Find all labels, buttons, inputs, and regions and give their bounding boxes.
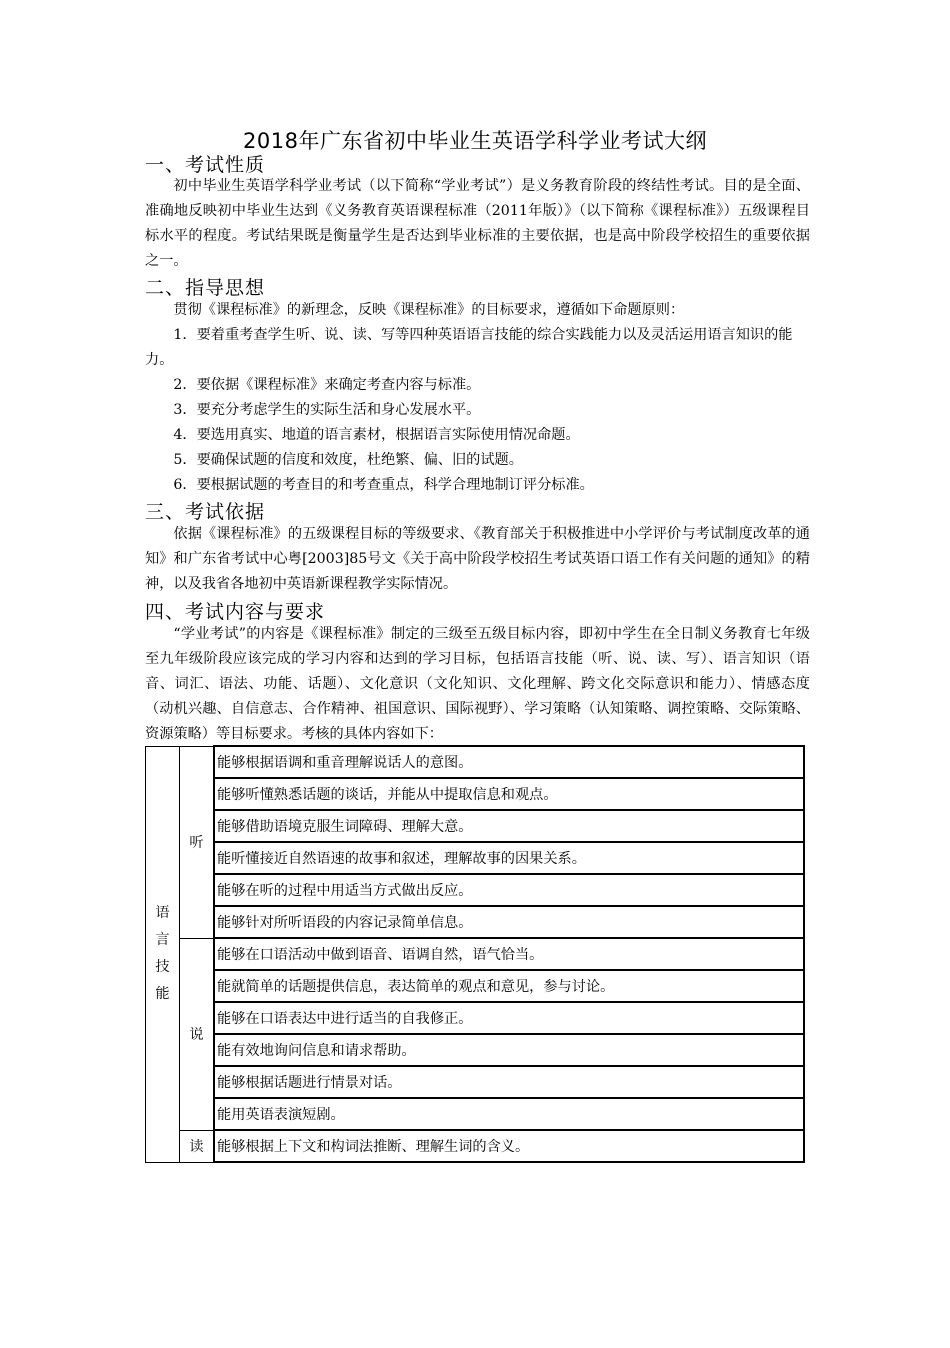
principle-item-3: 3．要充分考虑学生的实际生活和身心发展水平。 bbox=[173, 402, 481, 418]
category-char: 技 bbox=[155, 959, 170, 975]
skill-cell-listening: 听 bbox=[180, 746, 215, 938]
table-row bbox=[146, 746, 805, 778]
table-cell: 能够借助语境克服生词障碍、理解大意。 bbox=[214, 810, 804, 842]
skill-cell-speaking: 说 bbox=[180, 938, 215, 1130]
principle-item-6: 6．要根据试题的考查目的和考查重点，科学合理地制订评分标准。 bbox=[173, 477, 594, 493]
table-row bbox=[146, 970, 805, 1002]
table-cell: 能够根据话题进行情景对话。 bbox=[214, 1066, 804, 1098]
table-row bbox=[146, 1066, 805, 1098]
table-cell: 能够针对所听语段的内容记录简单信息。 bbox=[214, 906, 804, 938]
principle-item-2: 2．要依据《课程标准》来确定考查内容与标准。 bbox=[173, 377, 481, 393]
table-cell: 能够在听的过程中用适当方式做出反应。 bbox=[214, 874, 804, 906]
category-char: 语 bbox=[155, 905, 170, 921]
section-heading-4: 四、考试内容与要求 bbox=[145, 601, 326, 623]
requirements-table bbox=[145, 745, 805, 1163]
table-row bbox=[146, 778, 805, 810]
table-cell: 能有效地询问信息和请求帮助。 bbox=[214, 1034, 804, 1066]
section-heading-1: 一、考试性质 bbox=[145, 154, 266, 176]
principle-item-5: 5．要确保试题的信度和效度，杜绝繁、偏、旧的试题。 bbox=[173, 452, 523, 468]
principle-item-4: 4．要选用真实、地道的语言素材，根据语言实际使用情况命题。 bbox=[173, 427, 580, 443]
section-heading-3: 三、考试依据 bbox=[145, 501, 266, 523]
table-row bbox=[146, 810, 805, 842]
page-bottom-margin bbox=[140, 1188, 820, 1348]
table-row bbox=[146, 1034, 805, 1066]
section-paragraph-1: 初中毕业生英语学科学业考试（以下简称“学业考试”）是义务教育阶段的终结性考试。目的是全面、准确地反映初中毕业生达到《义务教育英语课程标准（2011年版）》（以下简称《课程标准》）五级课程目标水平的程度。考试结果既是衡量学生是否达到毕业标准的主要依据，也是高中阶段学校招生的重要依据之一。 bbox=[145, 178, 810, 269]
section-heading-2: 二、指导思想 bbox=[145, 277, 266, 299]
section-paragraph-3: 依据《课程标准》的五级课程目标的等级要求、《教育部关于积极推进中小学评价与考试制度改革的通知》和广东省考试中心粤[2003]85号文《关于高中阶段学校招生考试英语口语工作有关问题的通知》的精神，以及我省各地初中英语新课程教学实际情况。 bbox=[145, 526, 810, 592]
table-row bbox=[146, 938, 805, 970]
table-cell: 能够听懂熟悉话题的谈话，并能从中提取信息和观点。 bbox=[214, 778, 804, 810]
category-char: 言 bbox=[155, 932, 170, 948]
category-cell bbox=[146, 746, 180, 1162]
table-cell: 能用英语表演短剧。 bbox=[214, 1098, 804, 1130]
table-cell: 能够在口语表达中进行适当的自我修正。 bbox=[214, 1002, 804, 1034]
section-paragraph-4: “学业考试”的内容是《课程标准》制定的三级至五级目标内容，即初中学生在全日制义务教育七年级至九年级阶段应该完成的学习内容和达到的学习目标，包括语言技能（听、说、读、写）、语言知识（语音、词汇、语法、功能、话题）、文化意识（文化知识、文化理解、跨文化交际意识和能力）、情感态度（动机兴趣、自信意志、合作精神、祖国意识、国际视野）、学习策略（认知策略、调控策略、交际策略、资源策略）等目标要求。考核的具体内容如下： bbox=[145, 626, 810, 742]
principle-item-1: 1．要着重考查学生听、说、读、写等四种英语语言技能的综合实践能力以及灵活运用语言知识的能力。 bbox=[145, 327, 793, 368]
table-cell: 能够根据上下文和构词法推断、理解生词的含义。 bbox=[214, 1130, 804, 1162]
section-paragraph-2: 贯彻《课程标准》的新理念，反映《课程标准》的目标要求，遵循如下命题原则： bbox=[173, 302, 685, 318]
table-row bbox=[146, 1130, 805, 1162]
table-cell: 能够根据语调和重音理解说话人的意图。 bbox=[214, 746, 804, 778]
category-char: 能 bbox=[155, 986, 170, 1002]
document-title: 2018年广东省初中毕业生英语学科学业考试大纲 bbox=[243, 129, 707, 153]
skill-cell-reading: 读 bbox=[180, 1130, 215, 1162]
table-row bbox=[146, 906, 805, 938]
table-cell: 能就简单的话题提供信息，表达简单的观点和意见，参与讨论。 bbox=[214, 970, 804, 1002]
table-row bbox=[146, 842, 805, 874]
table-row bbox=[146, 874, 805, 906]
table-cell: 能听懂接近自然语速的故事和叙述，理解故事的因果关系。 bbox=[214, 842, 804, 874]
table-cell: 能够在口语活动中做到语音、语调自然，语气恰当。 bbox=[214, 938, 804, 970]
table-row bbox=[146, 1002, 805, 1034]
table-row bbox=[146, 1098, 805, 1130]
